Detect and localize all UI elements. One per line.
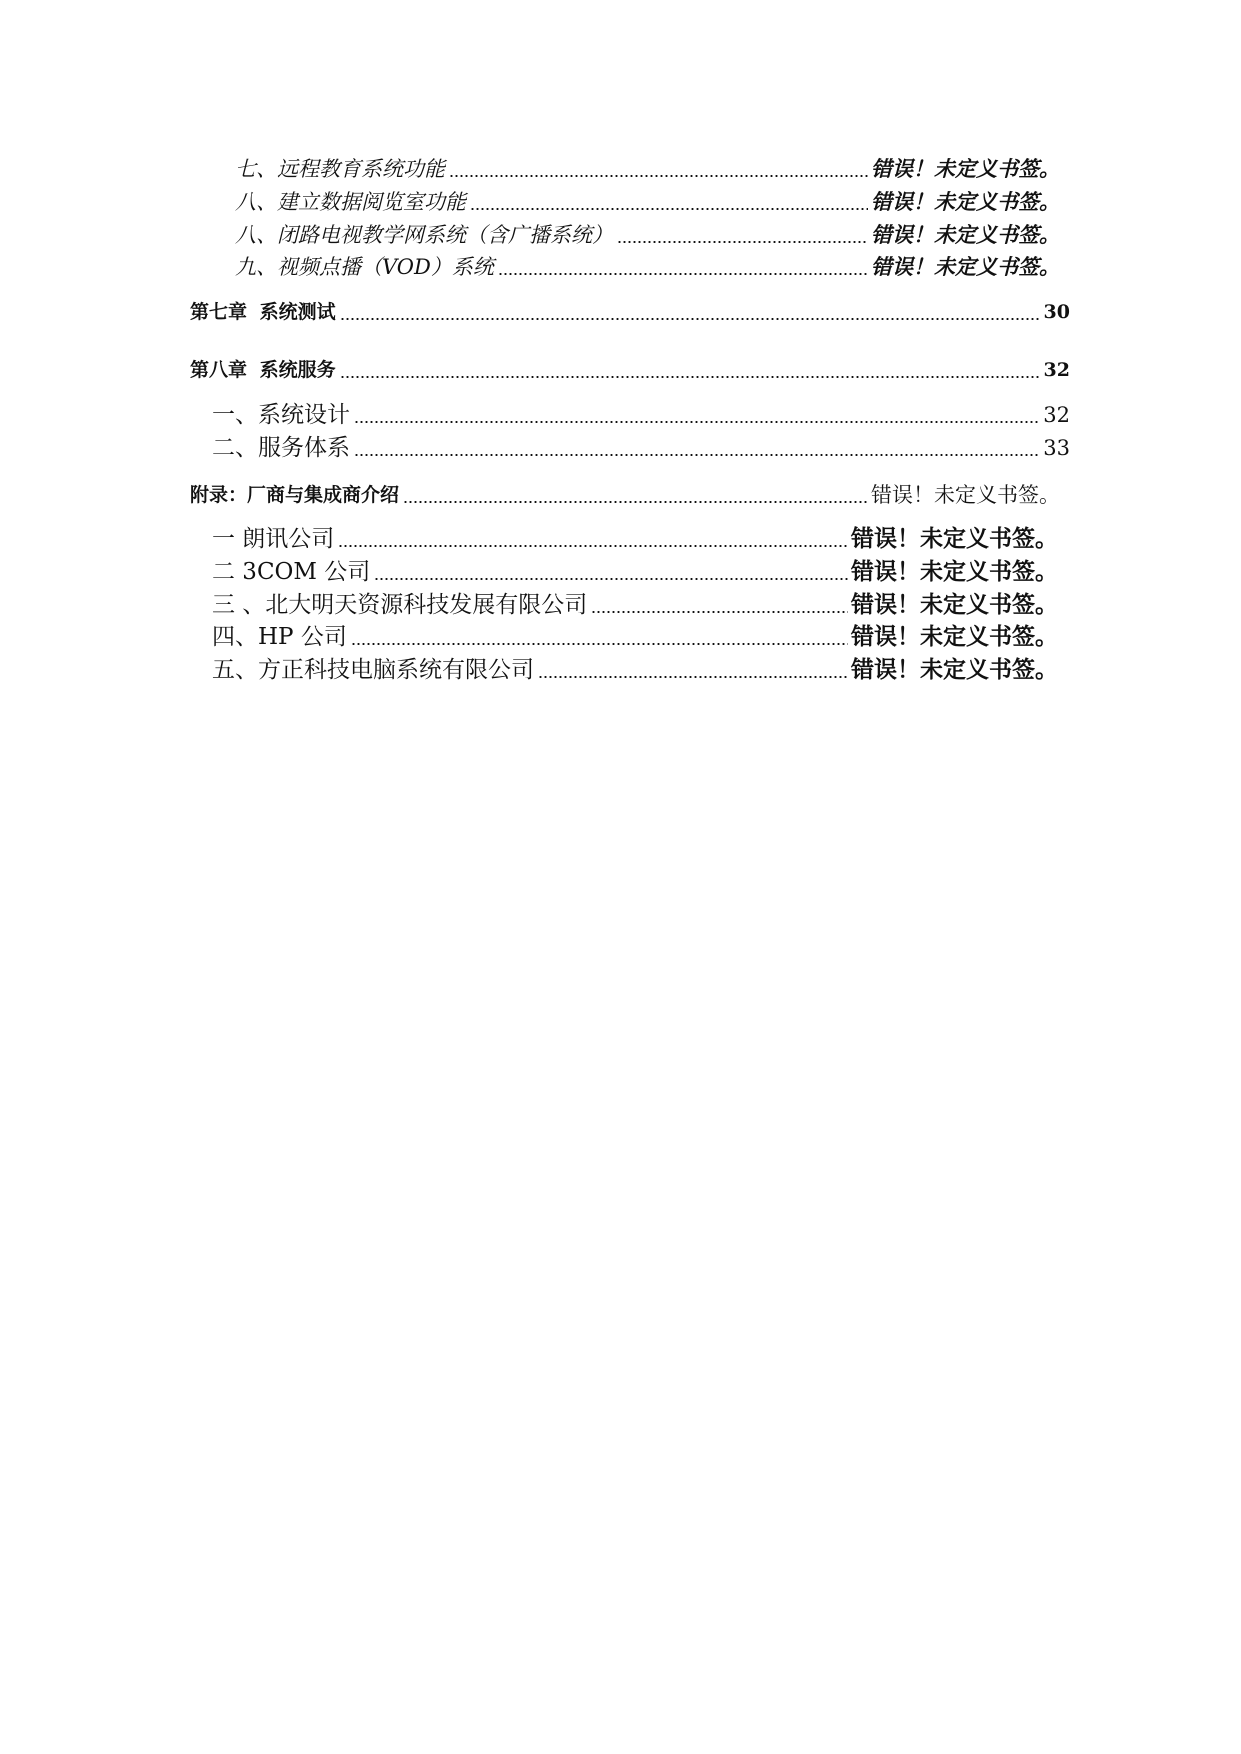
toc-appendix-item-page: 错误！未定义书签。	[851, 623, 1058, 650]
toc-appendix-item[interactable]	[212, 555, 1058, 589]
dot-leader	[340, 318, 1041, 320]
toc-section-page: 33	[1043, 436, 1070, 460]
toc-appendix-item[interactable]	[212, 522, 1058, 556]
dot-leader	[449, 175, 868, 177]
toc-appendix-item-page: 错误！未定义书签。	[851, 558, 1058, 585]
toc-chapter-page: 32	[1043, 359, 1070, 381]
toc-appendix-item-page: 错误！未定义书签。	[851, 656, 1058, 683]
dot-leader	[340, 376, 1041, 378]
toc-appendix-item[interactable]	[212, 620, 1058, 654]
dot-leader	[338, 545, 848, 547]
toc-appendix-item-label: 三 、北大明天资源科技发展有限公司	[212, 592, 588, 618]
toc-chapter-page: 30	[1043, 301, 1070, 323]
toc-section-label: 二、服务体系	[212, 435, 350, 461]
toc-appendix-item[interactable]	[212, 653, 1058, 687]
dot-leader	[354, 421, 1040, 423]
dot-leader	[354, 454, 1040, 456]
toc-chapter-entry[interactable]	[190, 355, 1070, 385]
toc-appendix-page: 错误！未定义书签。	[871, 483, 1060, 507]
toc-section-page: 32	[1043, 403, 1070, 427]
dot-leader	[374, 578, 848, 580]
toc-appendix-label: 附录：厂商与集成商介绍	[190, 484, 400, 506]
toc-entry[interactable]	[235, 153, 1060, 185]
toc-entry-page: 错误！未定义书签。	[871, 254, 1060, 279]
dot-leader	[617, 241, 868, 243]
toc-appendix-entry[interactable]	[190, 479, 1060, 511]
toc-entry[interactable]	[235, 186, 1060, 218]
dot-leader	[591, 611, 848, 613]
toc-appendix-item-page: 错误！未定义书签。	[851, 525, 1058, 552]
toc-entry-label: 七、远程教育系统功能	[235, 157, 445, 181]
toc-appendix-item-label: 一 朗讯公司	[212, 526, 335, 552]
toc-entry[interactable]	[235, 219, 1060, 251]
toc-appendix-item-label: 二 3COM 公司	[212, 559, 371, 585]
dot-leader	[351, 643, 848, 645]
toc-section-label: 一、系统设计	[212, 402, 350, 428]
toc-chapter-entry[interactable]	[190, 297, 1070, 327]
toc-entry-label: 九、视频点播（VOD）系统	[235, 255, 494, 279]
toc-section-entry[interactable]	[212, 431, 1070, 465]
toc-entry-page: 错误！未定义书签。	[871, 189, 1060, 214]
toc-entry-page: 错误！未定义书签。	[871, 222, 1060, 247]
toc-section-entry[interactable]	[212, 398, 1070, 432]
toc-chapter-label: 第八章 系统服务	[190, 359, 336, 381]
toc-entry-label: 八、建立数据阅览室功能	[235, 190, 466, 214]
toc-appendix-item-page: 错误！未定义书签。	[851, 591, 1058, 618]
toc-entry-label: 八、闭路电视教学网系统（含广播系统）	[235, 223, 613, 247]
toc-appendix-item[interactable]	[212, 588, 1058, 622]
toc-chapter-label: 第七章 系统测试	[190, 301, 336, 323]
dot-leader	[470, 208, 868, 210]
dot-leader	[538, 676, 848, 678]
toc-appendix-item-label: 四、HP 公司	[212, 624, 347, 650]
dot-leader	[498, 273, 868, 275]
toc-entry[interactable]	[235, 251, 1060, 283]
dot-leader	[403, 501, 868, 503]
toc-entry-page: 错误！未定义书签。	[871, 156, 1060, 181]
toc-appendix-item-label: 五、方正科技电脑系统有限公司	[212, 657, 534, 683]
